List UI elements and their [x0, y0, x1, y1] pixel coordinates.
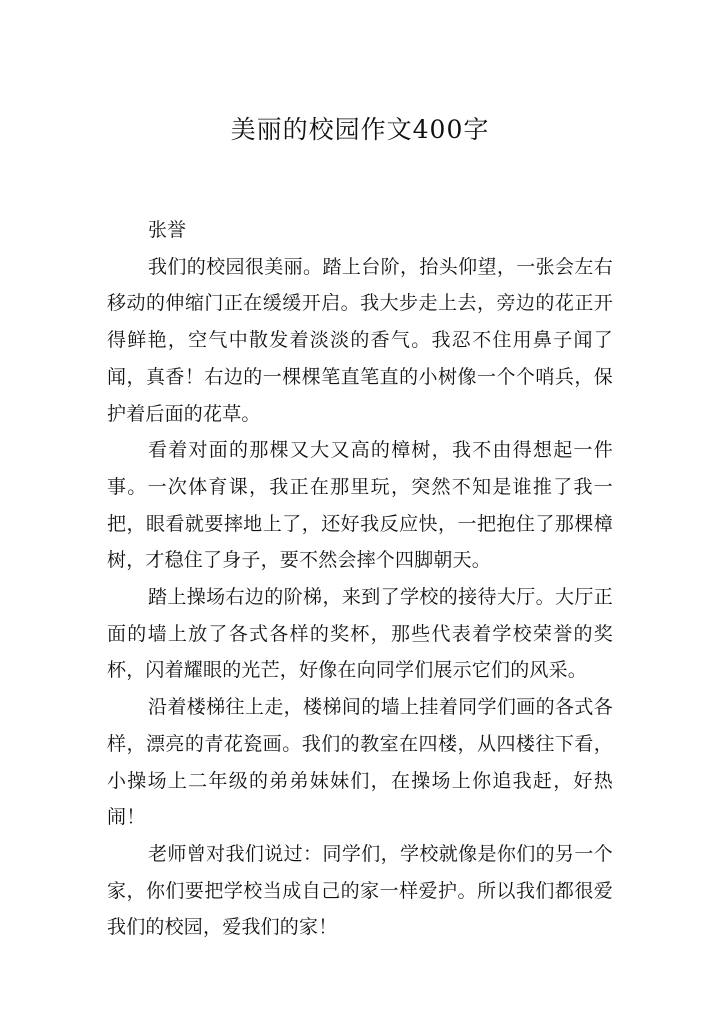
paragraph-2: 看着对面的那棵又大又高的樟树，我不由得想起一件事。一次体育课，我正在那里玩，突然不知是谁推了我一把，眼看就要摔地上了，还好我反应快，一把抱住了那棵樟树，才稳住了身子，要不然会摔个四脚朝天。 [107, 439, 613, 572]
paragraph-3: 踏上操场右边的阶梯，来到了学校的接待大厅。大厅正面的墙上放了各式各样的奖杯，那些代表着学校荣誉的奖杯，闪着耀眼的光芒，好像在向同学们展示它们的风采。 [107, 586, 613, 682]
paragraph-1: 我们的校园很美丽。踏上台阶，抬头仰望，一张会左右移动的伸缩门正在缓缓开启。我大步走上去，旁边的花正开得鲜艳，空气中散发着淡淡的香气。我忍不住用鼻子闻了闻，真香！右边的一棵棵笔直笔直的小树像一个个哨兵，保护着后面的花草。 [107, 255, 613, 425]
paragraph-4: 沿着楼梯往上走，楼梯间的墙上挂着同学们画的各式各样，漂亮的青花瓷画。我们的教室在四楼，从四楼往下看，小操场上二年级的弟弟妹妹们，在操场上你追我赶，好热闹！ [107, 696, 613, 829]
document-body [107, 212, 613, 946]
document-title: 美丽的校园作文400字 [230, 115, 490, 144]
author-name: 张誉 [148, 219, 187, 241]
paragraph-5: 老师曾对我们说过：同学们，学校就像是你们的另一个家，你们要把学校当成自己的家一样爱护。所以我们都很爱我们的校园，爱我们的家！ [107, 842, 613, 939]
